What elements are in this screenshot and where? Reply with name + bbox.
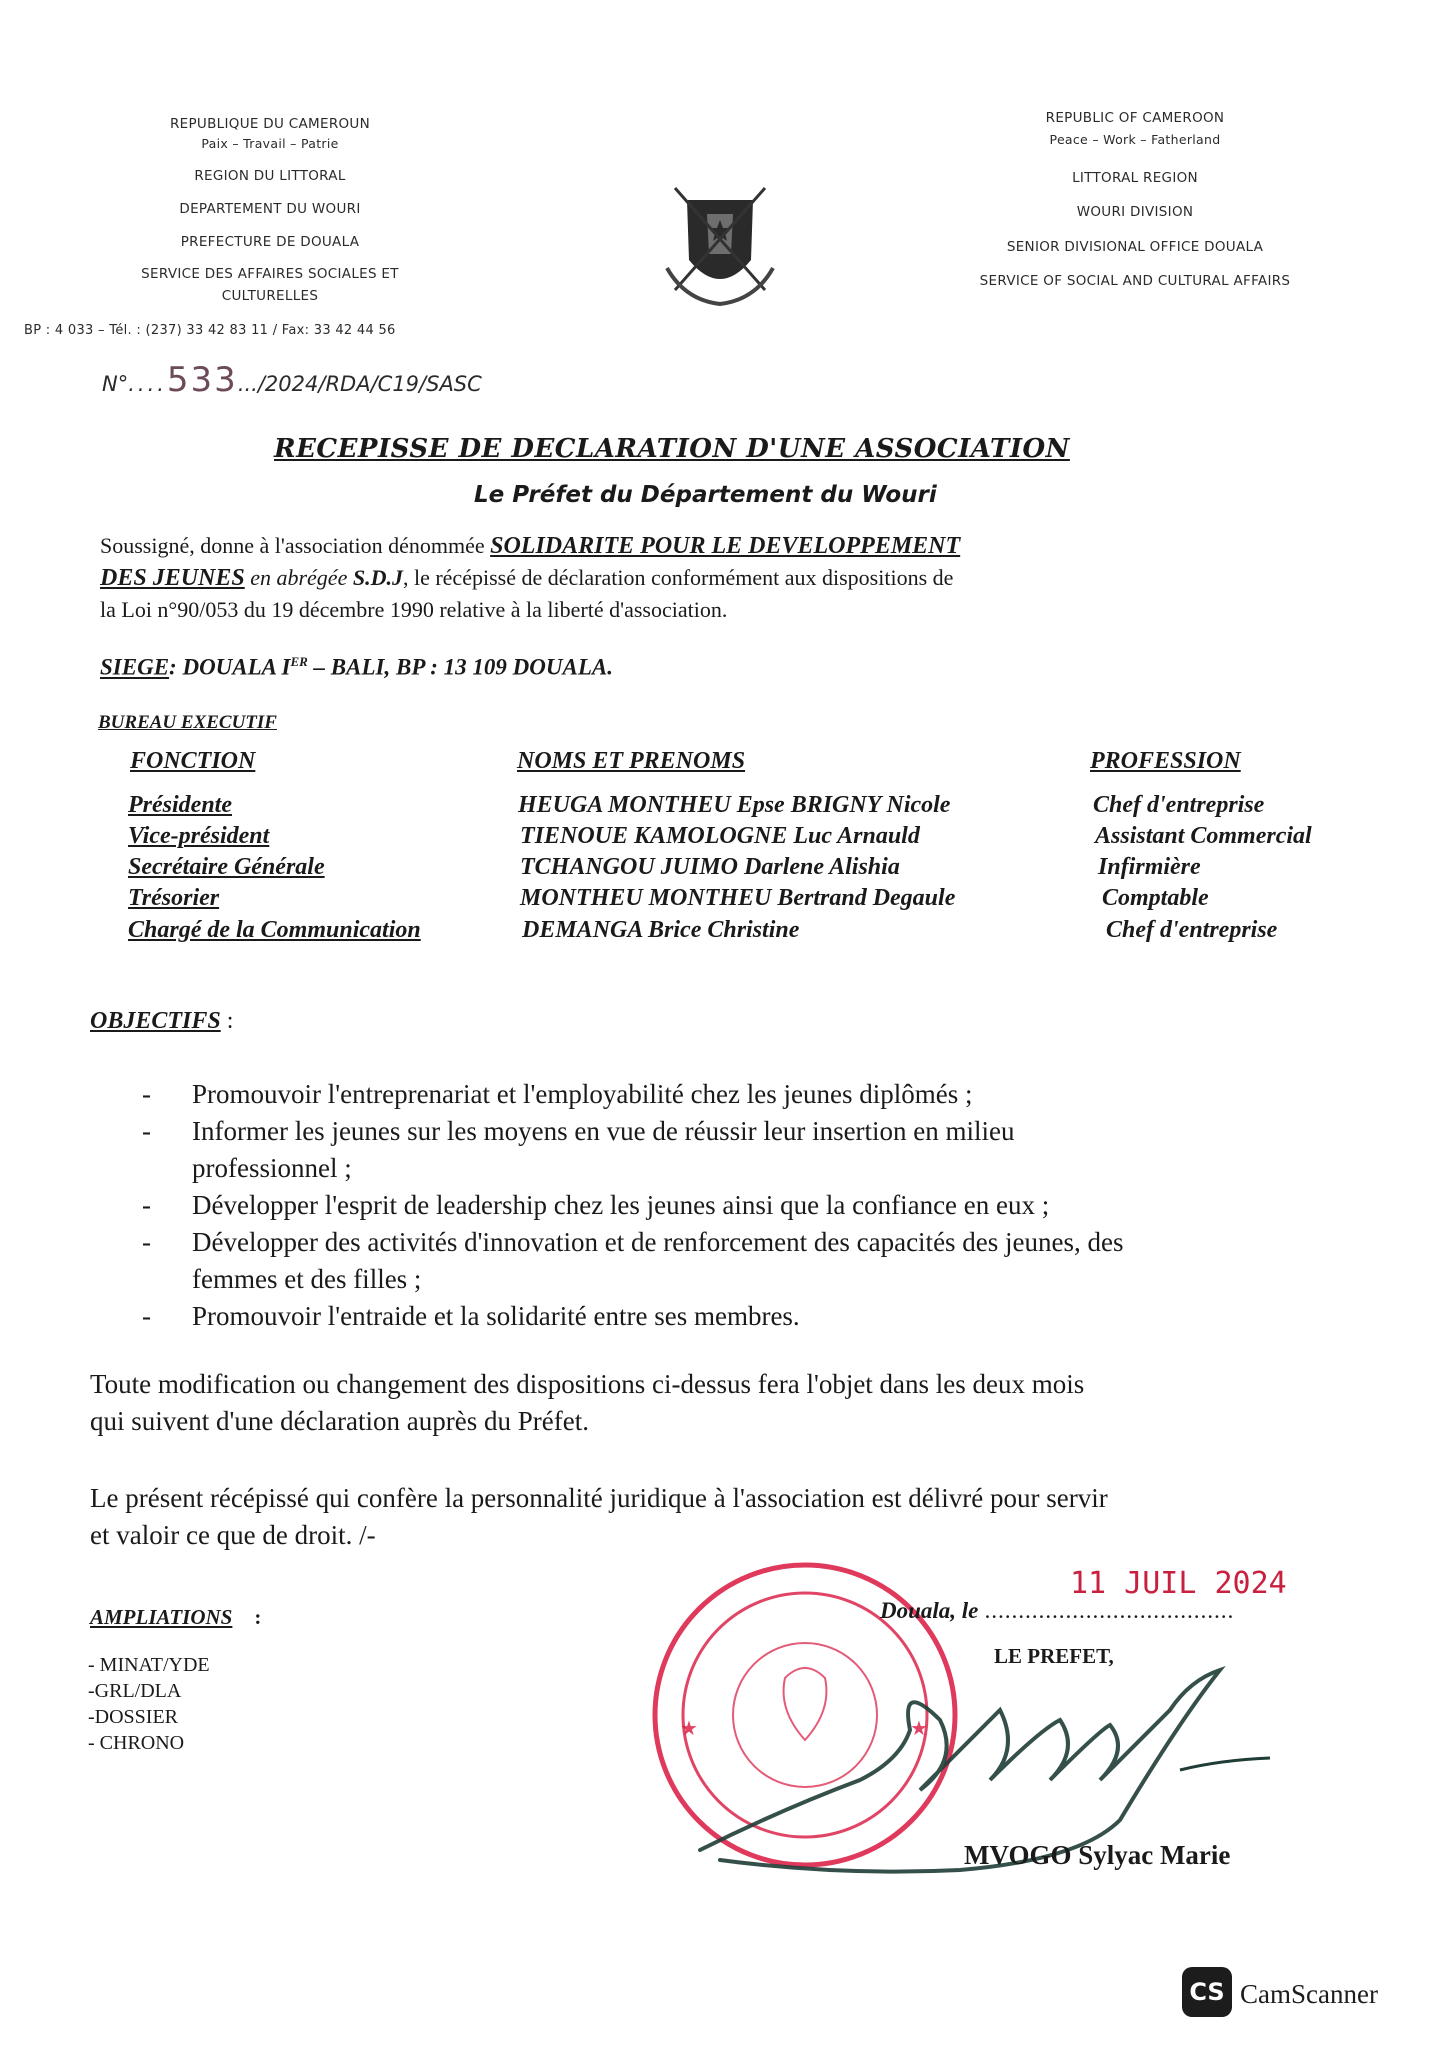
siege-label: SIEGE: [100, 654, 170, 680]
bureau-title: BUREAU EXECUTIF: [98, 712, 277, 733]
table-header-profession: PROFESSION: [1090, 748, 1241, 774]
header-right-line: Peace – Work – Fatherland: [1049, 132, 1221, 147]
table-row-fonction: Secrétaire Générale: [128, 854, 325, 880]
table-header-fonction: FONCTION: [130, 748, 256, 774]
table-row-name: MONTHEU MONTHEU Bertrand Degaule: [520, 885, 956, 911]
validity-paragraph: Le présent récépissé qui confère la personnalité juridique à l'association est délivré pour servir et valoir ce que de droit. /-: [90, 1483, 1108, 1550]
camscanner-logo: CS: [1182, 1967, 1232, 2017]
list-item: - Informer les jeunes sur les moyens en vue de réussir leur insertion en milieu: [142, 1116, 1015, 1146]
table-row-profession: Assistant Commercial: [1095, 823, 1312, 849]
svg-text:★: ★: [910, 1718, 928, 1740]
list-item: - Développer l'esprit de leadership chez les jeunes ainsi que la confiance en eux ;: [142, 1190, 1050, 1220]
list-item: - Promouvoir l'entraide et la solidarité entre ses membres.: [142, 1301, 800, 1331]
header-right-line: LITTORAL REGION: [1072, 170, 1198, 186]
list-item: - Développer des activités d'innovation et de renforcement des capacités des jeunes, des: [142, 1227, 1124, 1257]
table-header-noms: NOMS ET PRENOMS: [517, 748, 746, 774]
header-left-line: PREFECTURE DE DOUALA: [180, 234, 360, 250]
list-item: - Promouvoir l'entreprenariat et l'employabilité chez les jeunes diplômés ;: [142, 1079, 973, 1109]
intro-paragraph: Soussigné, donne à l'association dénommée SOLIDARITE POUR LE DEVELOPPEMENT DES JEUNES en abrégée S.D.J, le récépissé de déclaration conformément aux dispositions de la Loi n°90/053 du 19 décembre 1990 relative à la liberté d'association.: [100, 533, 961, 622]
table-row-fonction: Chargé de la Communication: [128, 917, 421, 943]
header-left-line: Paix – Travail – Patrie: [201, 136, 339, 151]
header-left-line: SERVICE DES AFFAIRES SOCIALES ET: [141, 266, 399, 282]
list-item: -DOSSIER: [88, 1706, 179, 1728]
list-item: - CHRONO: [88, 1732, 185, 1754]
table-row-fonction: Vice-président: [128, 823, 270, 849]
date-stamp: 11 JUIL 2024: [1070, 1566, 1287, 1601]
siege-line: SIEGE: DOUALA IER – BALI, BP : 13 109 DOUALA.: [100, 654, 613, 680]
ampliations-list: [88, 1652, 210, 1756]
camscanner-label: CamScanner: [1240, 1979, 1378, 2009]
table-row-name: TCHANGOU JUIMO Darlene Alishia: [520, 854, 900, 880]
reference-handwritten-number: 533: [166, 360, 238, 400]
table-row-name: DEMANGA Brice Christine: [522, 917, 800, 943]
header-contact: BP : 4 033 – Tél. : (237) 33 42 83 11 / Fax: 33 42 44 56: [24, 323, 396, 338]
header-right-line: SERVICE OF SOCIAL AND CULTURAL AFFAIRS: [979, 273, 1291, 289]
table-row-fonction: Trésorier: [128, 885, 220, 911]
svg-text:★: ★: [680, 1718, 698, 1740]
table-row-profession: Comptable: [1102, 885, 1209, 911]
document-subtitle: Le Préfet du Département du Wouri: [474, 482, 937, 508]
objectifs-list: - Promouvoir l'entreprenariat et l'employabilité chez les jeunes diplômés ; - Informer les jeunes sur les moyens en vue de réussir leur insertion en milieu professionnel ; - Développer l'esprit de leadership chez les jeunes ainsi que la confiance en eux ; - Développer des activités d'innovation et de renforcement des capacités des jeunes, des femmes et des filles ; - Promouvoir l'entraide et la solidarité entre ses membres.: [142, 1076, 1342, 1335]
table-row-name: TIENOUE KAMOLOGNE Luc Arnauld: [520, 823, 920, 849]
association-abbreviation: S.D.J: [352, 565, 403, 590]
reference-number: N°....533.../2024/RDA/C19/SASC: [102, 360, 482, 400]
header-left-line: CULTURELLES: [221, 288, 319, 304]
header-left-line: DEPARTEMENT DU WOURI: [179, 201, 361, 217]
ampliations-heading: AMPLIATIONS :: [90, 1605, 262, 1629]
document-title: RECEPISSE DE DECLARATION D'UNE ASSOCIATION: [274, 434, 1070, 464]
objectifs-heading: OBJECTIFS :: [90, 1008, 234, 1034]
list-item: - MINAT/YDE: [88, 1654, 210, 1676]
header-left-line: REGION DU LITTORAL: [194, 168, 346, 184]
table-row-name: HEUGA MONTHEU Epse BRIGNY Nicole: [518, 792, 951, 818]
header-right-line: SENIOR DIVISIONAL OFFICE DOUALA: [1006, 239, 1264, 255]
table-row-profession: Infirmière: [1098, 854, 1201, 880]
header-left-line: REPUBLIQUE DU CAMEROUN: [169, 116, 371, 132]
signature-role: LE PREFET,: [994, 1644, 1114, 1668]
table-row-profession: Chef d'entreprise: [1106, 917, 1278, 943]
header-right-line: WOURI DIVISION: [1076, 204, 1194, 220]
signatory-name: MVOGO Sylyac Marie: [964, 1840, 1231, 1870]
modification-paragraph: Toute modification ou changement des dispositions ci-dessus fera l'objet dans les deux mois qui suivent d'une déclaration auprès du Préfet.: [90, 1369, 1085, 1436]
association-name: SOLIDARITE POUR LE DEVELOPPEMENT: [490, 533, 961, 559]
coat-of-arms-icon: [665, 180, 775, 310]
header-right-line: REPUBLIC OF CAMEROON: [1045, 110, 1225, 126]
table-row-profession: Chef d'entreprise: [1093, 792, 1265, 818]
signature-place: Douala, le .....................................: [880, 1598, 1235, 1623]
list-item: -GRL/DLA: [88, 1680, 182, 1702]
table-row-fonction: Présidente: [128, 792, 232, 818]
